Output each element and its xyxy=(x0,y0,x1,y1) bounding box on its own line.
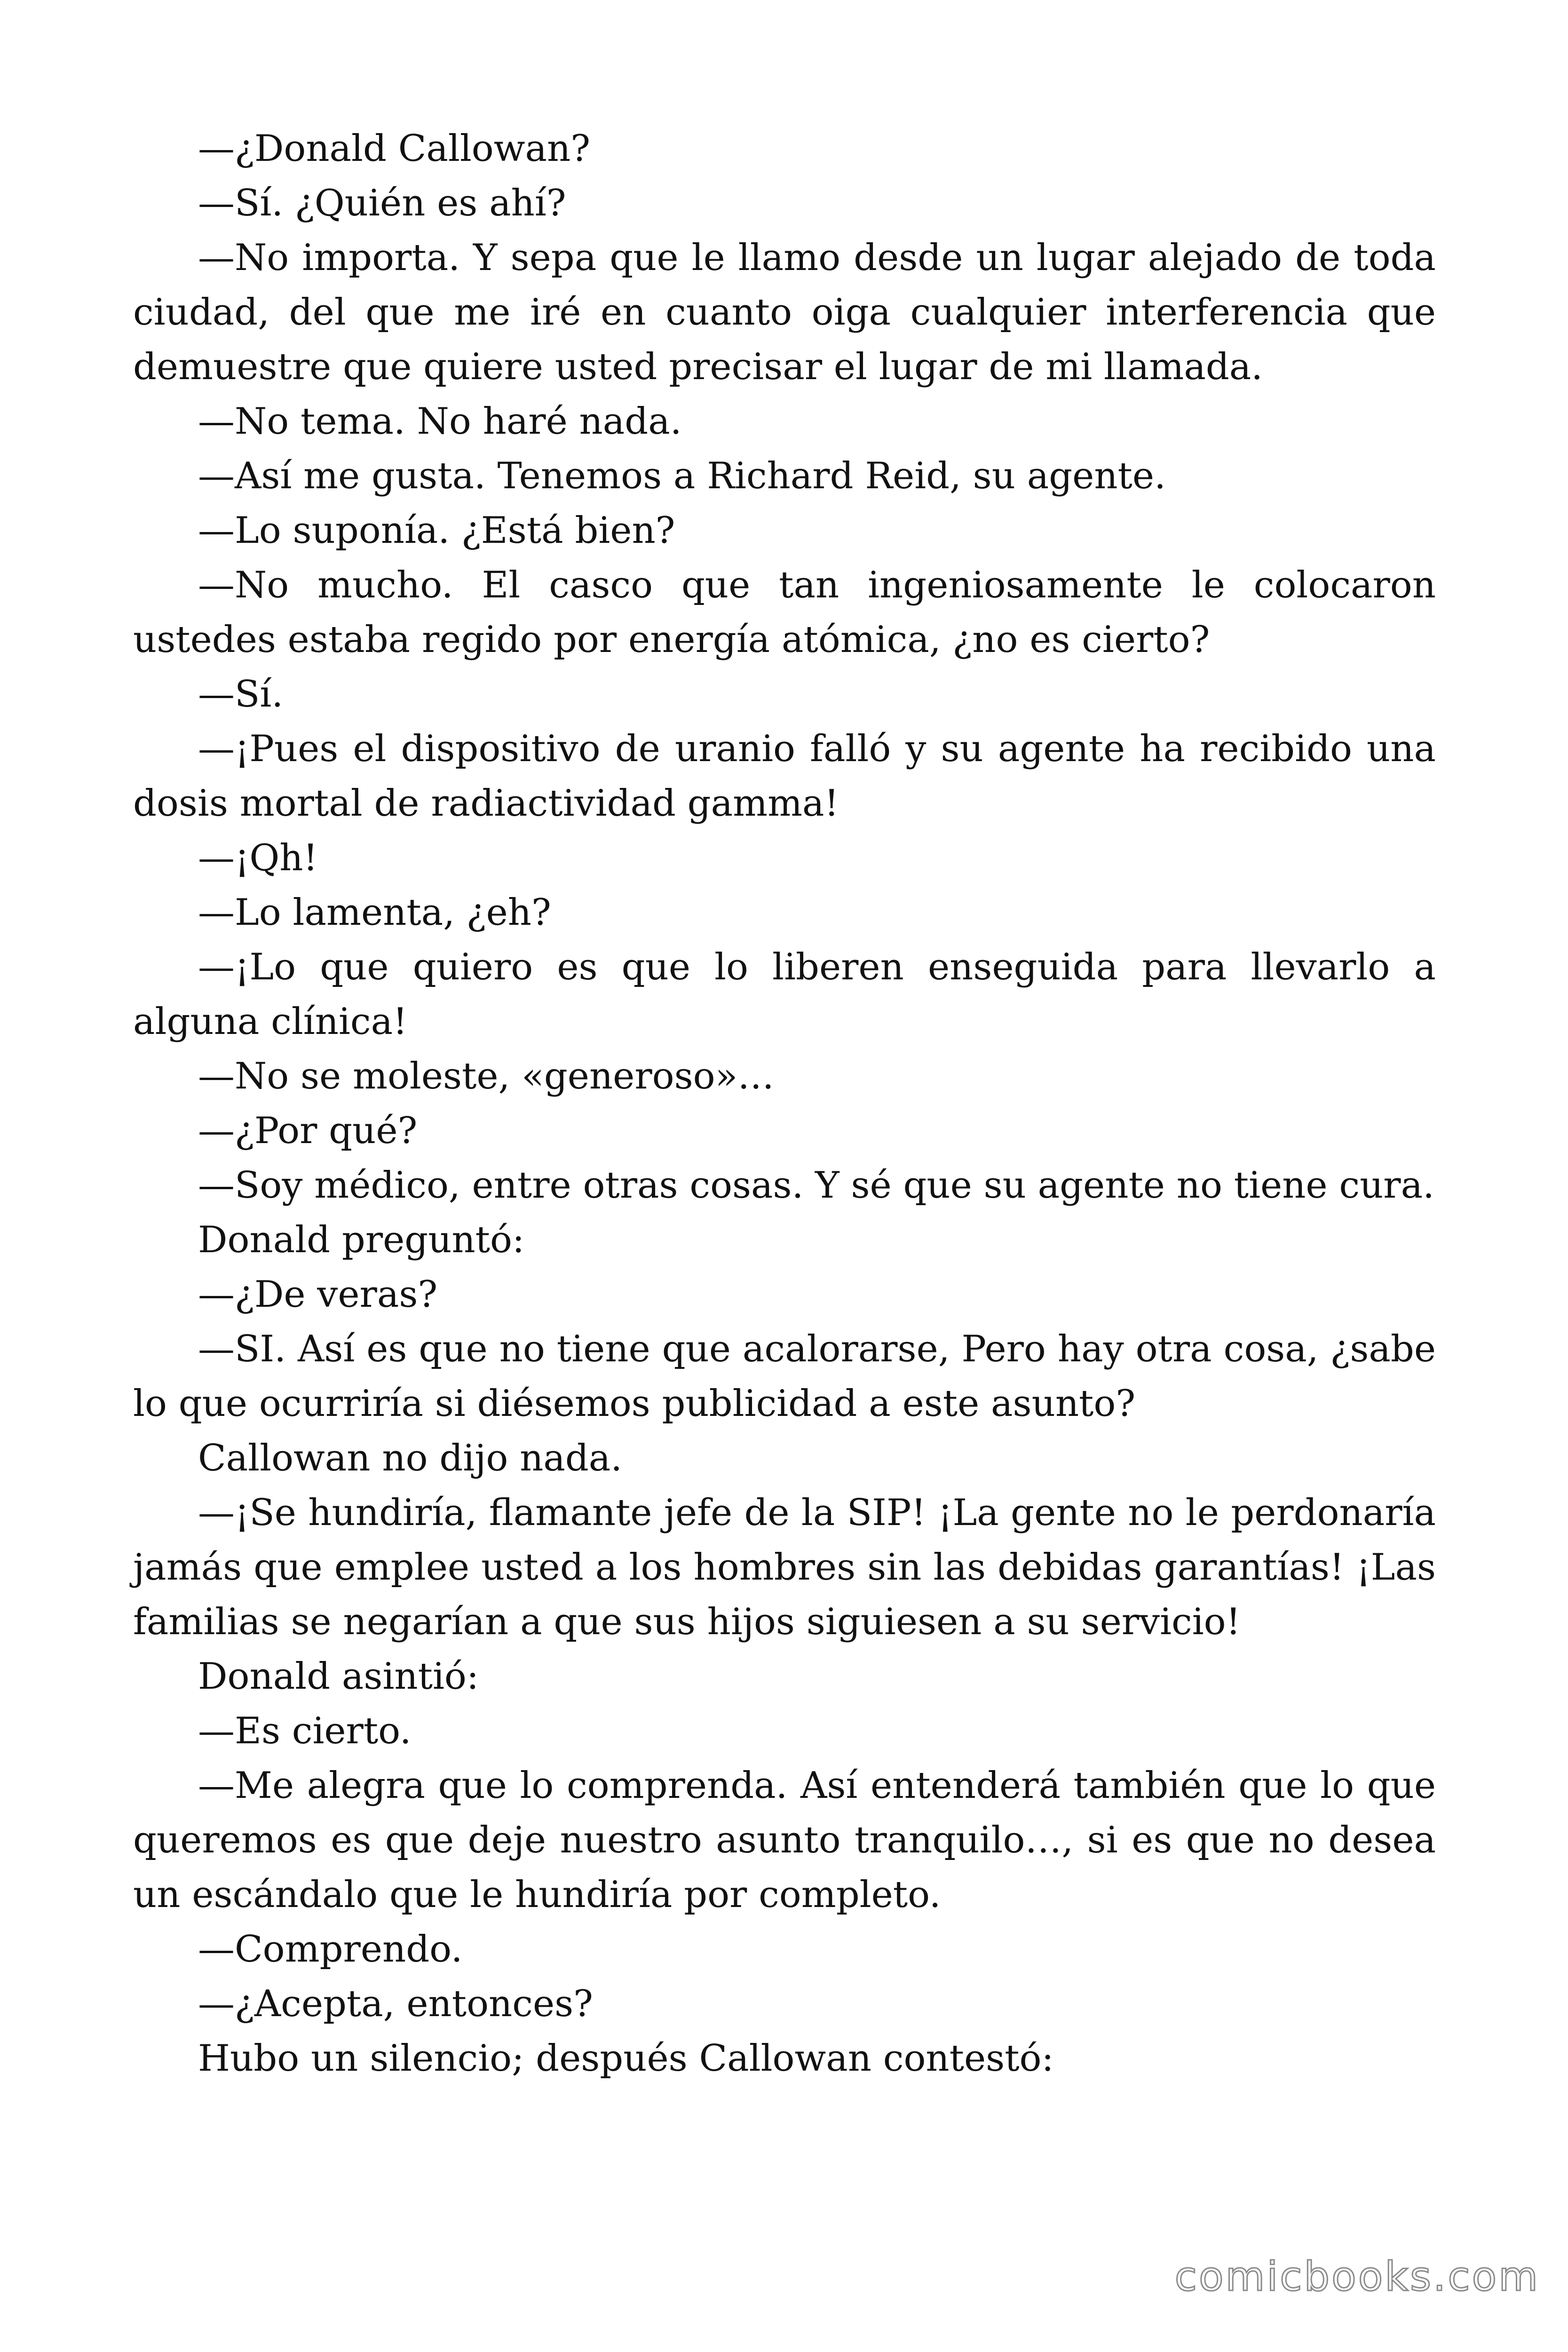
paragraph: —¡Qh! xyxy=(198,837,318,879)
paragraph: Donald preguntó: xyxy=(198,1219,525,1261)
paragraph: —SI. Así es que no tiene que acalorarse, Pero hay otra cosa, ¿sabe lo que ocurriría si diésemos publicidad a este asunto? xyxy=(133,1328,1436,1425)
paragraph: —¿Acepta, entonces? xyxy=(198,1983,593,2025)
page-body-text xyxy=(133,121,1436,2086)
paragraph: —Sí. xyxy=(198,673,284,715)
paragraph: —¡Se hundiría, flamante jefe de la SIP! ¡La gente no le perdonaría jamás que emplee usted a los hombres sin las debidas garantías! ¡Las familias se negarían a que sus hijos siguiesen a su servicio! xyxy=(133,1492,1436,1643)
paragraph: —Comprendo. xyxy=(198,1928,463,1971)
paragraph: —¡Pues el dispositivo de uranio falló y su agente ha recibido una dosis mortal de radiactividad gamma! xyxy=(133,728,1436,825)
paragraph: —No tema. No haré nada. xyxy=(198,400,682,443)
paragraph: —¿De veras? xyxy=(198,1273,438,1316)
paragraph: Callowan no dijo nada. xyxy=(198,1437,623,1479)
paragraph: —No importa. Y sepa que le llamo desde un lugar alejado de toda ciudad, del que me iré en cuanto oiga cualquier interferencia que demuestre que quiere usted precisar el lugar de mi llamada. xyxy=(133,237,1436,388)
paragraph: —Sí. ¿Quién es ahí? xyxy=(198,182,566,224)
paragraph: Hubo un silencio; después Callowan contestó: xyxy=(198,2037,1054,2080)
paragraph: —No se moleste, «generoso»… xyxy=(198,1055,775,1097)
paragraph: —Así me gusta. Tenemos a Richard Reid, su agente. xyxy=(198,455,1166,497)
paragraph: —Lo lamenta, ¿eh? xyxy=(198,891,551,934)
paragraph: —Me alegra que lo comprenda. Así entenderá también que lo que queremos es que deje nuestro asunto tranquilo…, si es que no desea un escándalo que le hundiría por completo. xyxy=(133,1764,1436,1916)
paragraph: —¿Donald Callowan? xyxy=(198,127,591,170)
paragraph: —No mucho. El casco que tan ingeniosamente le colocaron ustedes estaba regido por energía atómica, ¿no es cierto? xyxy=(133,564,1436,661)
paragraph: —¡Lo que quiero es que lo liberen enseguida para llevarlo a alguna clínica! xyxy=(133,946,1436,1043)
paragraph: —¿Por qué? xyxy=(198,1110,418,1152)
paragraph: —Es cierto. xyxy=(198,1710,412,1752)
paragraph: —Lo suponía. ¿Está bien? xyxy=(198,509,675,552)
watermark: comicbooks.com xyxy=(1174,2253,1540,2300)
paragraph: —Soy médico, entre otras cosas. Y sé que su agente no tiene cura. xyxy=(198,1164,1434,1207)
paragraph: Donald asintió: xyxy=(198,1655,479,1698)
